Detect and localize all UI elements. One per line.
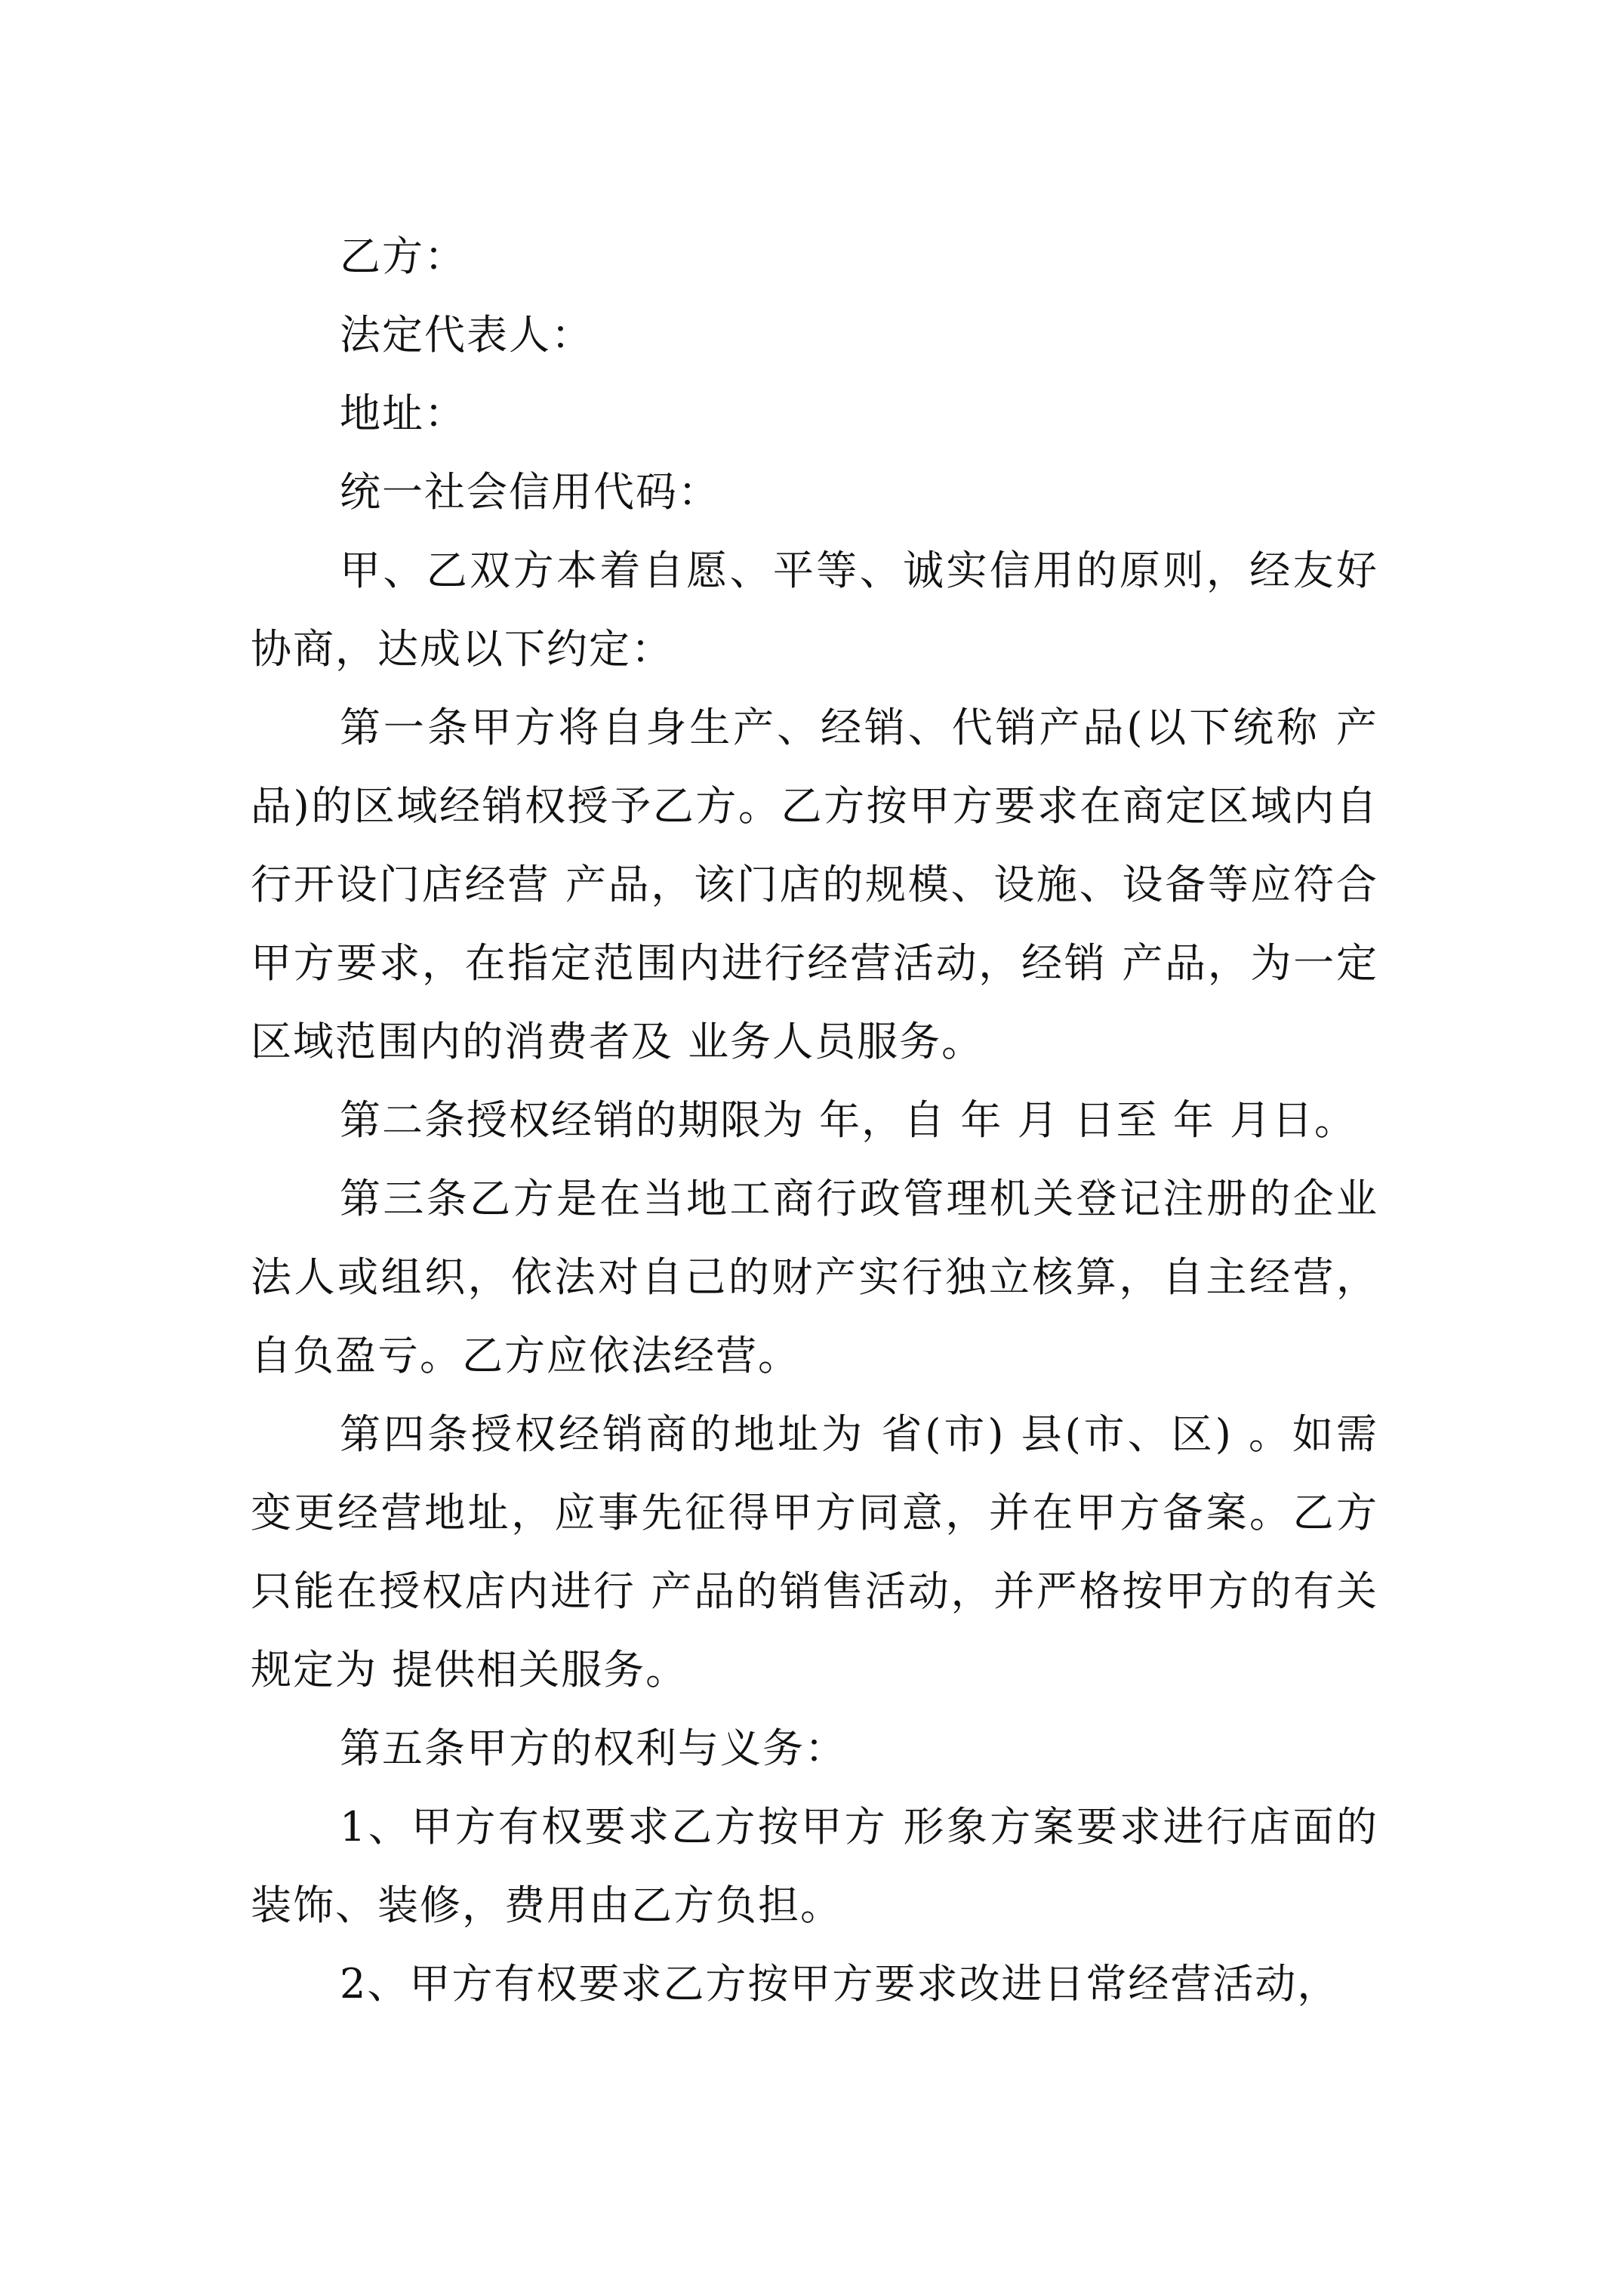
party-b-line: 乙方： xyxy=(340,233,467,280)
address-line: 地址： xyxy=(340,390,467,437)
article-3: 第三条乙方是在当地工商行政管理机关登记注册的企业法人或组织，依法对自己的财产实行独立核算，自主经营，自负盈亏。乙方应依法经营。 xyxy=(251,1175,1378,1379)
article-4: 第四条授权经销商的地址为 省(市) 县(市、区) 。如需变更经营地址，应事先征得甲方同意，并在甲方备案。乙方只能在授权店内进行 产品的销售活动，并严格按甲方的有关规定为 提供相关服务。 xyxy=(251,1410,1378,1693)
article-1: 第一条甲方将自身生产、经销、代销产品(以下统称 产品)的区域经销权授予乙方。乙方按甲方要求在商定区域内自行开设门店经营 产品，该门店的规模、设施、设备等应符合甲方要求，在指定范围内进行经营活动，经销 产品，为一定区域范围内的消费者及 业务人员服务。 xyxy=(251,704,1378,1065)
document-body xyxy=(251,217,1378,2023)
preamble-paragraph: 甲、乙双方本着自愿、平等、诚实信用的原则，经友好协商，达成以下约定： xyxy=(251,547,1378,673)
article-5-item-1: 1、甲方有权要求乙方按甲方 形象方案要求进行店面的装饰、装修，费用由乙方负担。 xyxy=(251,1803,1378,1929)
article-2: 第二条授权经销的期限为 年，自 年 月 日至 年 月日。 xyxy=(340,1096,1357,1144)
legal-representative-line: 法定代表人： xyxy=(340,311,593,359)
article-5-heading: 第五条甲方的权利与义务： xyxy=(340,1724,847,1772)
article-5-item-2: 2、甲方有权要求乙方按甲方要求改进日常经营活动， xyxy=(340,1960,1340,2008)
credit-code-line: 统一社会信用代码： xyxy=(340,468,720,516)
